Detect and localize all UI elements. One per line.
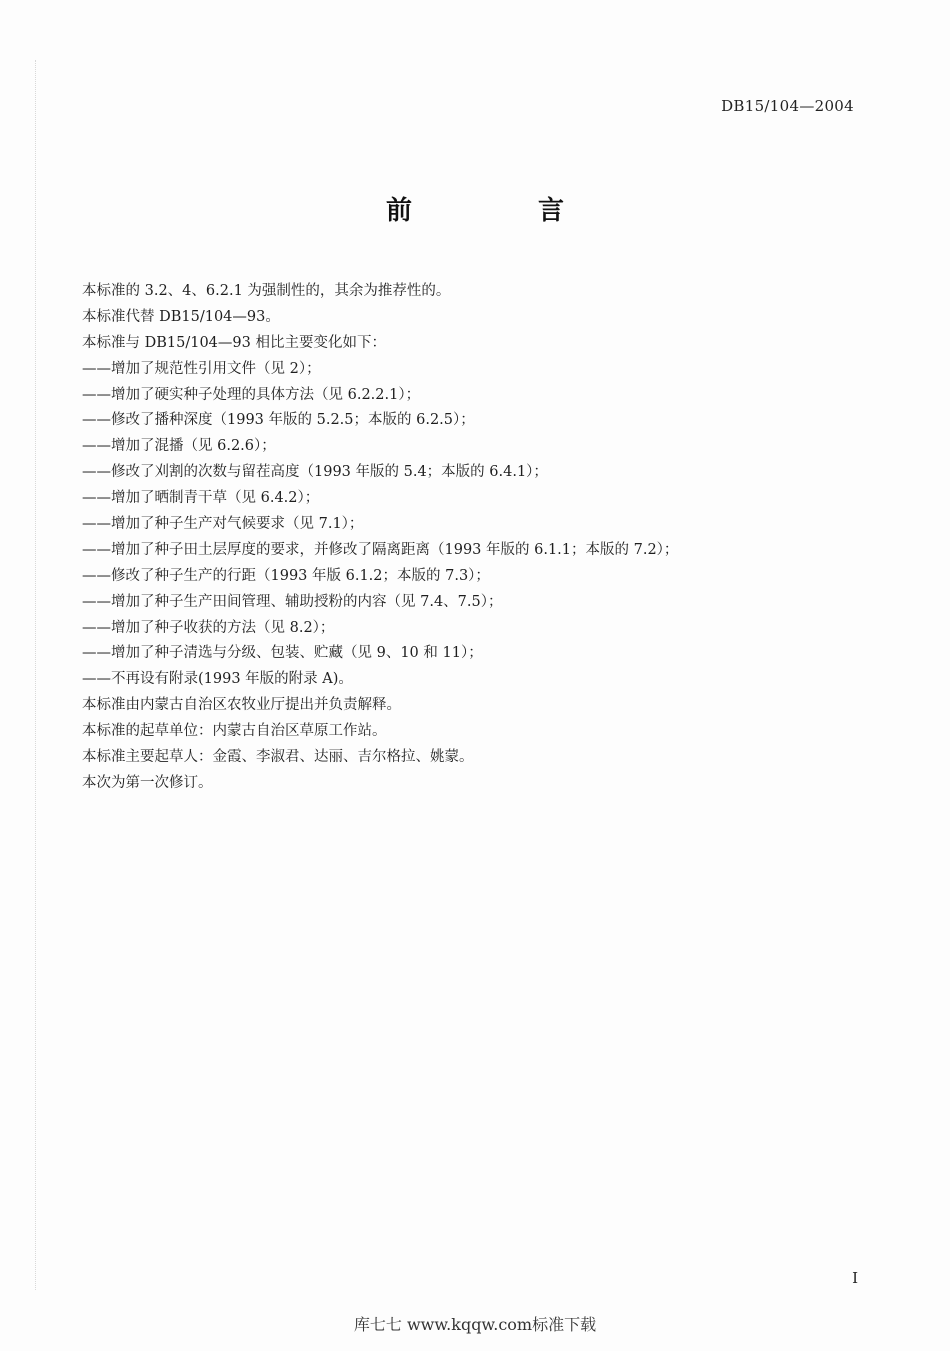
change-item: ——不再设有附录(1993 年版的附录 A)。: [82, 671, 353, 688]
body-line: 本标准与 DB15/104—93 相比主要变化如下：: [82, 334, 386, 351]
change-item: ——增加了晒制青干草（见 6.4.2）；: [82, 490, 320, 507]
body-line: 本标准由内蒙古自治区农牧业厅提出并负责解释。: [82, 697, 401, 714]
body-line: 本标准主要起草人：金霞、李淑君、达丽、吉尔格拉、姚蒙。: [82, 749, 474, 766]
scan-edge-artifact: [35, 60, 37, 1290]
body-line: 本次为第一次修订。: [82, 774, 213, 791]
body-line: 本标准的 3.2、4、6.2.1 为强制性的，其余为推荐性的。: [82, 283, 451, 299]
body-line: 本标准代替 DB15/104—93。: [82, 308, 280, 325]
change-item: ——增加了种子田土层厚度的要求，并修改了隔离距离（1993 年版的 6.1.1；本版的 7.2）；: [82, 541, 679, 558]
change-item: ——增加了种子清选与分级、包装、贮藏（见 9、10 和 11）；: [82, 645, 483, 662]
change-item: ——增加了种子收获的方法（见 8.2）；: [82, 619, 335, 636]
page-number: I: [852, 1269, 858, 1287]
change-item: ——增加了混播（见 6.2.6）；: [82, 438, 276, 455]
page-title: 前 言: [385, 196, 614, 226]
change-item: ——增加了种子生产对气候要求（见 7.1）；: [82, 516, 364, 533]
document-code: DB15/104—2004: [721, 97, 854, 115]
body-line: 本标准的起草单位：内蒙古自治区草原工作站。: [82, 723, 387, 740]
change-item: ——修改了播种深度（1993 年版的 5.2.5；本版的 6.2.5）；: [82, 412, 475, 429]
change-item: ——增加了硬实种子处理的具体方法（见 6.2.2.1）；: [82, 386, 421, 403]
change-item: ——增加了种子生产田间管理、辅助授粉的内容（见 7.4、7.5）；: [82, 593, 503, 610]
foreword-body: [82, 279, 882, 797]
change-item: ——修改了种子生产的行距（1993 年版 6.1.2；本版的 7.3）；: [82, 567, 490, 584]
footer-watermark-text: 库七七 www.kqqw.com标准下载: [353, 1315, 597, 1334]
change-item: ——增加了规范性引用文件（见 2）；: [82, 360, 321, 377]
change-item: ——修改了刈割的次数与留茬高度（1993 年版的 5.4；本版的 6.4.1）；: [82, 464, 548, 481]
